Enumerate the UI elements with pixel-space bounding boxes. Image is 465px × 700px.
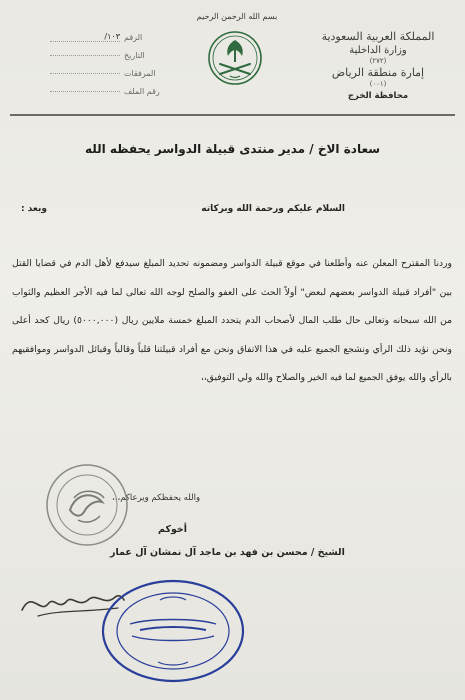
kingdom-name: المملكة العربية السعودية	[321, 30, 435, 43]
meta-row-number	[50, 28, 190, 46]
official-stamp-icon	[100, 578, 246, 684]
reference-block	[50, 28, 190, 100]
basmala: بسم الله الرحمن الرحيم	[196, 12, 278, 21]
governorate-name: محافظة الخرج	[347, 91, 409, 101]
meta-label: الرقم	[124, 32, 143, 42]
signatory-name: الشيخ / محسن بن فهد بن ماجد آل نمشان آل عمار	[110, 547, 345, 558]
after-greeting: وبعد :	[21, 204, 47, 214]
tribe-seal-icon	[44, 462, 130, 548]
meta-value: ١٠٣/	[50, 32, 120, 42]
sign-off: أخوكم	[158, 524, 188, 535]
header-divider	[10, 114, 455, 116]
letterhead	[303, 30, 453, 101]
meta-row-file	[50, 82, 190, 100]
closing-line: والله يحفظكم ويرعاكم،،،	[112, 493, 201, 503]
meta-value	[50, 55, 120, 56]
meta-label: التاريخ	[124, 50, 145, 60]
saudi-emblem-icon	[206, 30, 264, 86]
meta-value	[50, 91, 120, 92]
ministry-code: (٢٧٢)	[369, 57, 387, 65]
ministry-name: وزارة الداخلية	[349, 45, 407, 56]
meta-label: رقم الملف	[124, 86, 160, 96]
meta-row-attachments	[50, 64, 190, 82]
meta-row-date	[50, 46, 190, 64]
region-name: إمارة منطقة الرياض	[331, 66, 425, 79]
greeting: السلام عليكم ورحمة الله وبركاته	[201, 204, 345, 214]
meta-label: المرفقات	[124, 68, 156, 78]
letter-title: سعادة الاخ / مدير منتدى قبيلة الدواسر يحفظه الله	[84, 142, 381, 156]
region-code: (٠٠١)	[369, 80, 387, 88]
meta-value	[50, 73, 120, 74]
letter-body: وردنا المقترح المعلن عنه وأطلعنا في موقع قبيلة الدواسر ومضمونه تحديد المبلغ سيدفع لأهل الدم في قضايا القتل بين "أفراد قبيلة الدواسر بعضهم لبعض" أولاً الحث على العفو والصلح لوجه الله تعالى لما فيه الأجر العظيم والثواب من الله سبحانه وتعالى حال طلب المال لأصحاب الدم يتحدد المبلغ خمسة ملايين ريال (٥٠٠٠,٠٠٠) ريال كحد أعلى ونحن نؤيد ذلك الرأي ونشجع الجميع عليه في هذا الاتفاق ونحن مع أفراد قبيلتنا قلباً وقالباً وقبائل الدواسر وموافقيهم بالرأي والله يوفق الجميع لما فيه الخير والصلاح والله ولي التوفيق،،	[12, 258, 452, 384]
